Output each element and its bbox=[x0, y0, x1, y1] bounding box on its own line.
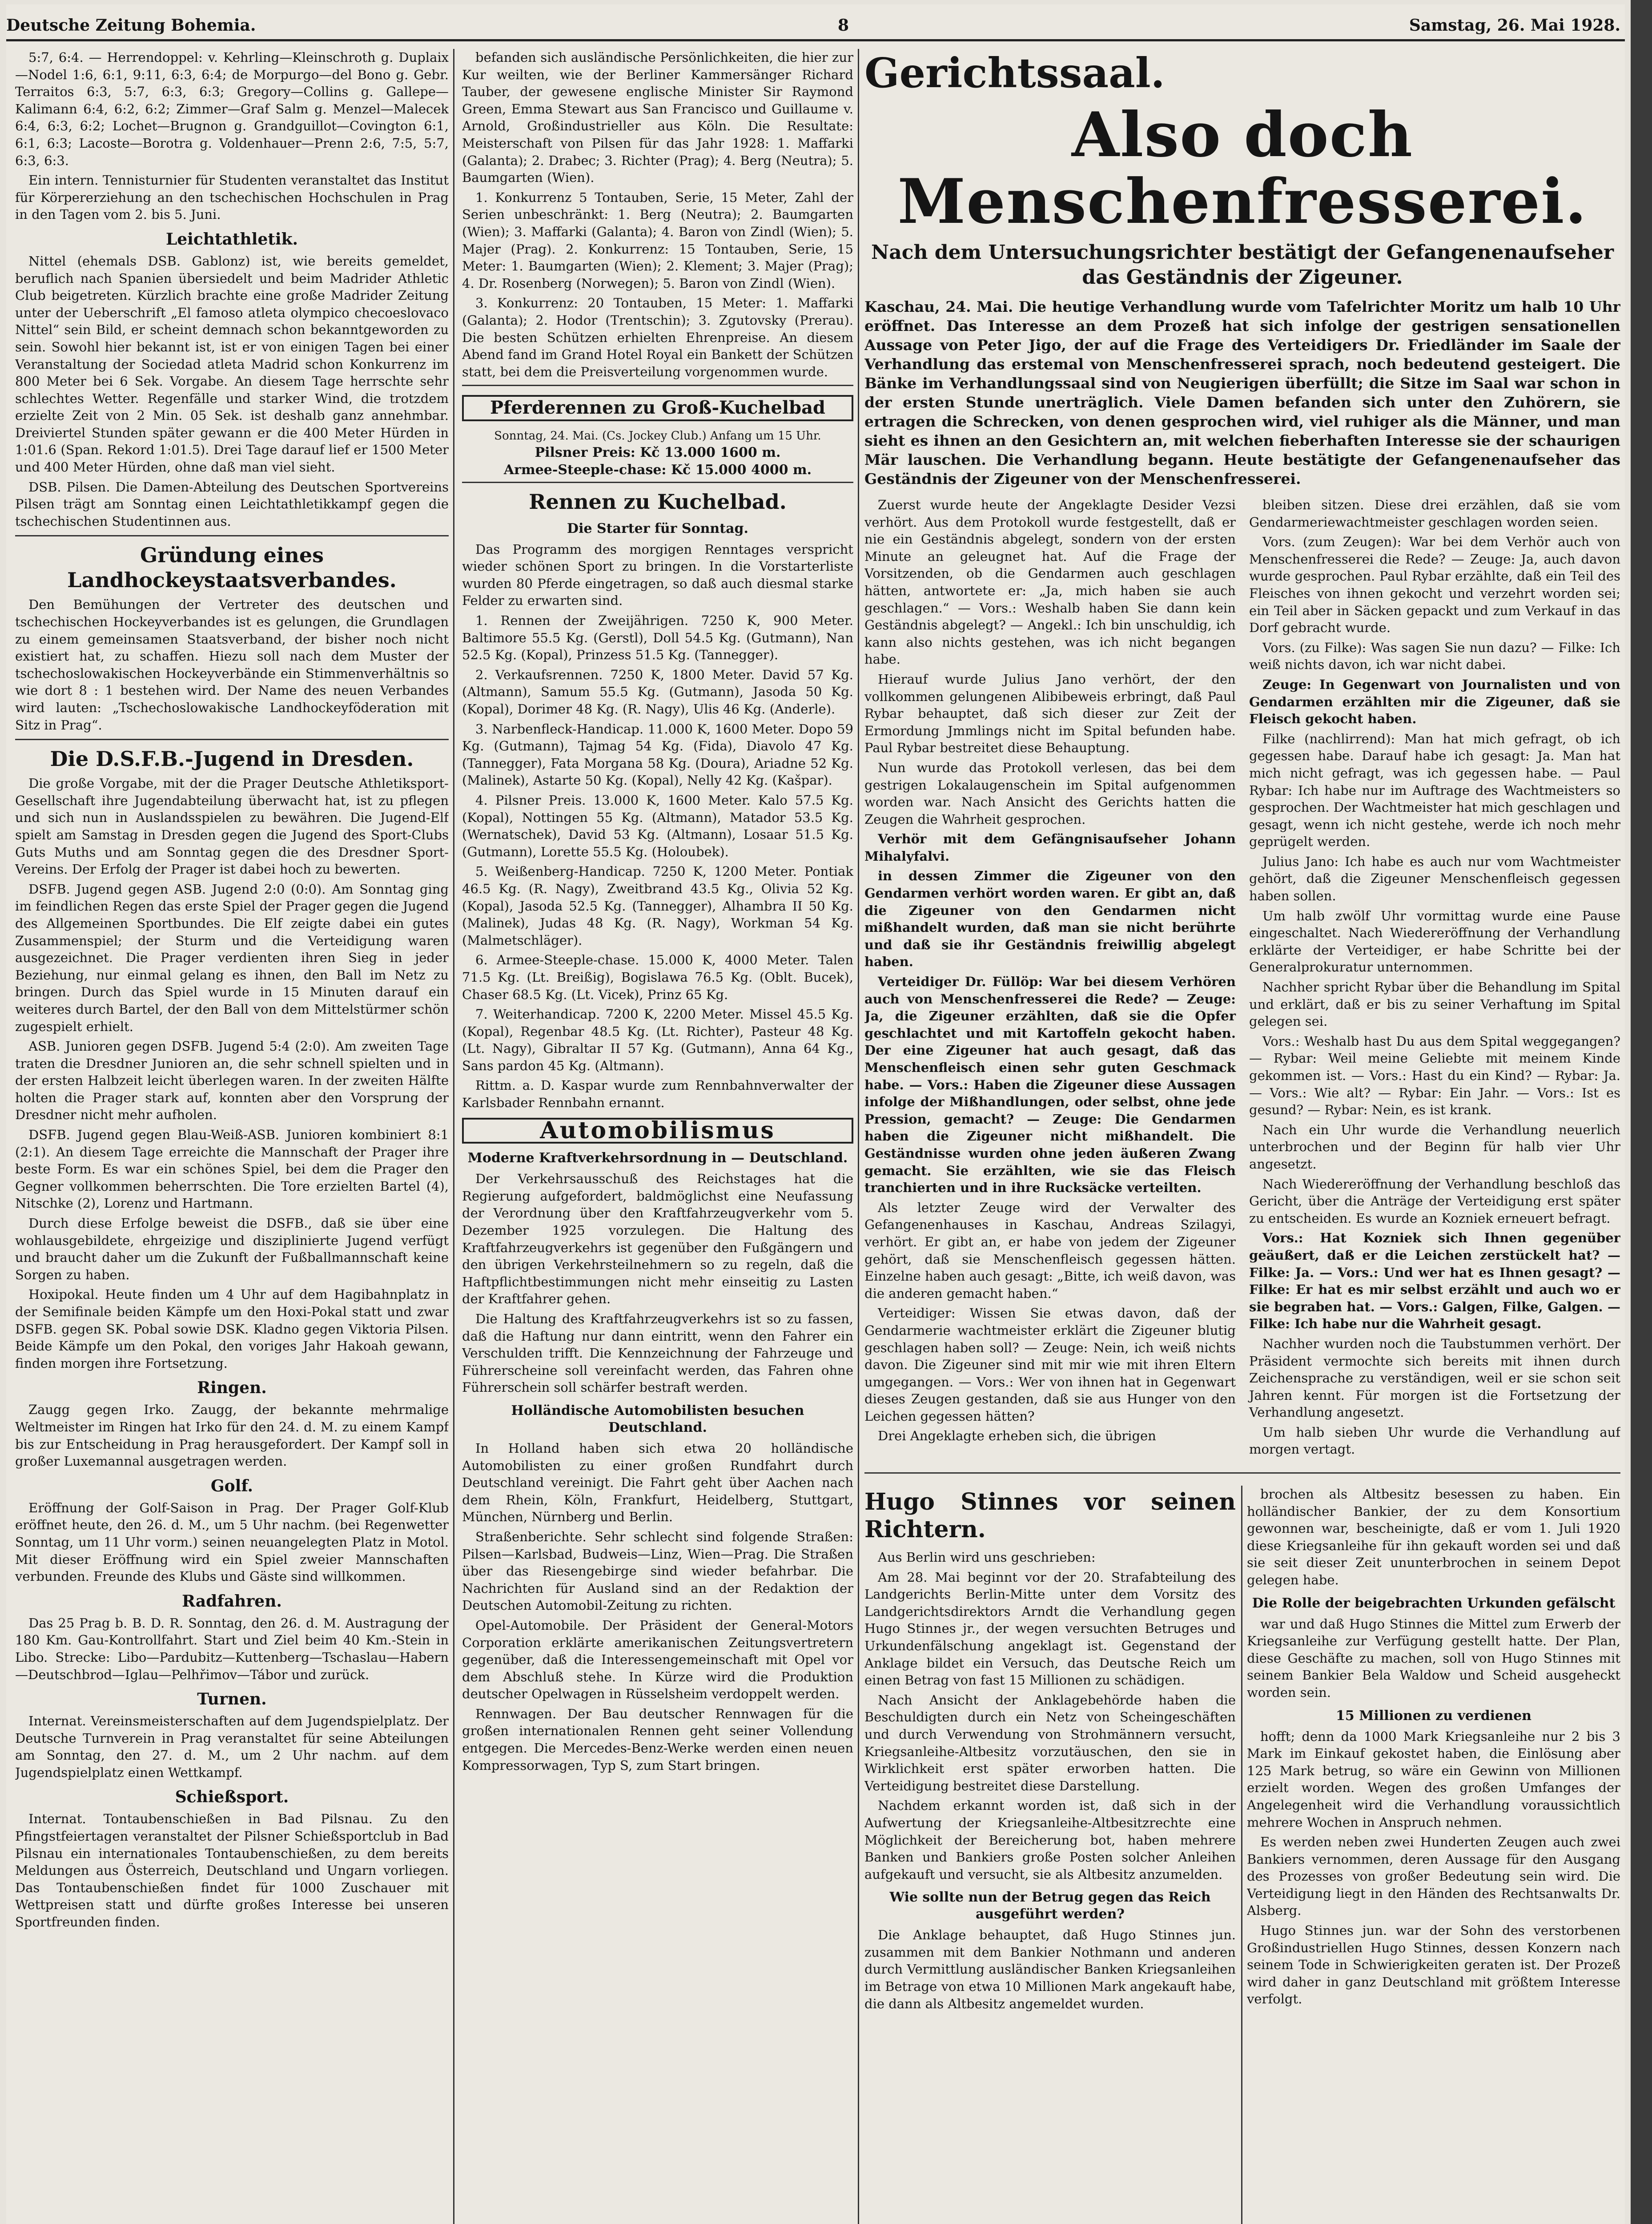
stinnes-paragraph: war und daß Hugo Stinnes die Mittel zum Erwerb der Kriegsanleihe zur Verfügung gestellt hatte. Der Plan, diese Geschäfte zu machen, soll von Hugo Stinnes mit seinem Bankier Bela Waldow und Scheid ausgeheckt worden sein. bbox=[1247, 1616, 1620, 1700]
stinnes-paragraph: hofft; denn da 1000 Mark Kriegsanleihe nur 2 bis 3 Mark im Einkauf gekostet haben, die Einlösung aber 125 Mark betrug, so wäre ein Gewinn von Millionen erzielt worden. Wegen des großen Umfanges der Angelegenheit wird die Verhandlung voraussichtlich mehrere Wochen in Anspruch nehmen. bbox=[1247, 1728, 1620, 1830]
court-paragraph: in dessen Zimmer die Zigeuner von den Gendarmen verhört worden waren. Er gibt an, daß die Zigeuner von den Gendarmen nicht mißhandelt wurden, daß man sie nicht berührte und daß sie ihr Geständnis freiwillig abgelegt haben. bbox=[864, 868, 1236, 970]
section-heading-ringen: Ringen. bbox=[197, 1378, 267, 1398]
divider bbox=[864, 1472, 1620, 1474]
section-heading-athletics: Leichtathletik. bbox=[165, 230, 298, 249]
sports-column bbox=[15, 49, 449, 2224]
hockey-article: Den Bemühungen der Vertreter des deutschen und tschechischen Hockeyverbandes ist es gelungen, die Grundlagen zu einem gemeinsamen Staatsverband, der bisher noch nicht existiert hat, zu schaffen. Hiezu soll nach dem Muster der tschechoslowakischen Hockeyverbände ein Stimmenverhältnis so wie dort 8 : 1 bestehen wird. Der Name des neuen Verbandes wird lauten: „Tschechoslowakische Landhockeyföderation mit Sitz in Prag“. bbox=[15, 597, 449, 733]
athletics-article: Nittel (ehemals DSB. Gablonz) ist, wie bereits gemeldet, beruflich nach Spanien übersiedelt und beim Madrider Athletic Club beigetreten. Kürzlich brachte eine große Madrider Zeitung unter der Ueberschrift „El famoso atleta olympico checoeslovaco Nittel“ sein Bild, er scheint demnach schon bekanntgeworden zu sein. Sowohl hier bekannt ist, ist er von einigen Tagen bei einer Veranstaltung der Sociedad atleta Madrid schon Konkurrenz im 800 Meter bei 6 Sek. Vorgabe. An diesem Tage herrschte sehr schlechtes Wetter. Regenfälle und starker Wind, die trotzdem erzielte Zeit von 2 Min. 05 Sek. ist deshalb ganz annehmbar. Dreiviertel Stunden später gewann er die 400 Meter Hürden in 1:01.6 (Span. Rekord 1:01.5). Drei Tage darauf lief er 1500 Meter und 400 Meter Hürden, ohne daß man viel sieht. bbox=[15, 253, 449, 475]
court-paragraph: Zuerst wurde heute der Angeklagte Desider Vezsi verhört. Aus dem Protokoll wurde festgestellt, daß er nie ein Geständnis abgelegt, sondern von der ersten Minute an geleugnet hat. Auf die Frage der Vorsitzenden, ob die Gendarmen auch geschlagen hätten, antwortete er: „Ja, mich haben sie auch geschlagen.“ — Vors.: Weshalb haben Sie dann kein Geständnis abgelegt? — Angekl.: Ich bin unschuldig, ich kann also nichts gestehen, was ich nicht begangen habe. bbox=[864, 497, 1236, 667]
race-note: Rittm. a. D. Kaspar wurde zum Rennbahnverwalter der Karlsbader Rennbahn ernannt. bbox=[462, 1078, 853, 1111]
tennis-results: 5:7, 6:4. — Herrendoppel: v. Kehrling—Kleinschroth g. Duplaix—Nodel 1:6, 6:1, 9:11, 6:3, 6:4; de Morpurgo—del Bono g. Gebr. Terraitos 6:3, 5:7, 6:3, 6:3; Gregory—Collins g. Gallepe—Kalimann 6:4, 6:2, 6:2; Zimmer—Graf Salm g. Menzel—Malecek 6:4, 6:3, 6:2; Lochet—Brugnon g. Grandguillot—Covington 6:1, 6:1, 6:3; Lacoste—Borotra g. Voldenhauer—Prenn 2:6, 7:5, 5:7, 6:3, 6:3. bbox=[15, 50, 449, 168]
headline-kraftverkehr: Moderne Kraftverkehrsordnung in — Deutschland. bbox=[467, 1150, 848, 1166]
court-subheading: Verhör mit dem Gefängnisaufseher Johann Mihalyfalvi. bbox=[864, 831, 1236, 864]
column-rule bbox=[453, 49, 454, 2224]
court-paragraph: Nachher spricht Rybar über die Behandlung im Spital und erklärt, daß er bis zu seiner Verhaftung im Spital gelegen sei. bbox=[1249, 979, 1620, 1029]
hoxi-pokal: Hoxipokal. Heute finden um 4 Uhr auf dem Hagibahnplatz in der Semifinale beiden Kämpfe um den Hoxi-Pokal statt und zwar DSFB. gegen SK. Pobal sowie DSK. Kladno gegen Viktoria Pilsen. Beide Kämpfe um den Pokal, den voriges Jahr Hakoah gewann, finden morgen ihre Fortsetzung. bbox=[15, 1287, 449, 1371]
court-paragraph: Zeuge: In Gegenwart von Journalisten und von Gendarmen erzählten mir die Zigeuner, daß sie Fleisch gekocht haben. bbox=[1249, 677, 1620, 727]
section-heading-schiesssport: Schießsport. bbox=[175, 1788, 289, 1807]
race-intro: Das Programm des morgigen Renntages verspricht wieder schönen Sport zu bringen. In die Vorstarterliste wurden 80 Pferde eingetragen, so daß auch diesmal starke Felder zu erwarten sind. bbox=[462, 541, 853, 608]
race-4: 4. Pilsner Preis. 13.000 K, 1600 Meter. Kalo 57.5 Kg. (Kopal), Nottingen 55 Kg. (Altmann), Matador 53.5 Kg. (Wernatschek), David 53 Kg. (Altmann), Losaar 51.5 Kg. (Gutmann), Lorette 55.5 Kg. (Holoubek). bbox=[462, 792, 853, 859]
court-paragraph: Julius Jano: Ich habe es auch nur vom Wachtmeister gehört, daß die Zigeuner Menschenfleisch gegessen haben sollen. bbox=[1249, 854, 1620, 904]
divider bbox=[15, 739, 449, 740]
student-tennis-note: Ein intern. Tennisturnier für Studenten veranstaltet das Institut für Körpererziehung an den tschechischen Hochschulen in Prag in den Tagen vom 2. bis 5. Juni. bbox=[15, 173, 449, 222]
dsfb-article: Die große Vorgabe, mit der die Prager Deutsche Athletiksport-Gesellschaft ihre Jugendabteilung überwacht hat, ist zu pflegen und sich nun in Auslandsspielen zu bewähren. Die Jugend-Elf spielt am Samstag in Dresden gegen die Jugend des Sport-Clubs Guts Muths und am Sonntag gegen die des Dresdner Sport-Vereins. Der Erfolg der Prager ist dabei hoch zu bewerten. bbox=[15, 776, 449, 877]
section-heading-gerichtssaal: Gerichtssaal. bbox=[864, 49, 1165, 97]
stinnes-paragraph: Nach Ansicht der Anklagebehörde haben die Beschuldigten durch ein Netz von Scheingeschäften und durch Verwendung von Strohmännern versucht, Kriegsanleihe-Altbesitz vorzutäuschen, den sie in Wirklichkeit erst später erworben hatten. Die Verteidigung bestreitet diese Darstellung. bbox=[864, 1692, 1236, 1793]
shooting-results-2: 1. Konkurrenz 5 Tontauben, Serie, 15 Meter, Zahl der Serien unbeschränkt: 1. Berg (Neutra); 2. Baumgarten (Wien); 3. Maffarki (Galanta); 4. Baron von Zindl (Wien); 5. Majer (Prag). 2. Konkurrenz: 15 Tontauben, Serie, 15 Meter: 1. Baumgarten (Wien); 2. Klement; 3. Majer (Prag); 4. Dr. Rosenberg (Norwegen); 5. Baron von Zindl (Wien). bbox=[462, 189, 853, 291]
divider bbox=[15, 535, 449, 536]
lead-paragraph: Kaschau, 24. Mai. Die heutige Verhandlung wurde vom Tafelrichter Moritz um halb 10 Uhr eröffnet. Das Interesse an dem Prozeß hat sich infolge der gestrigen sensationellen Aussage von Peter Jigo, der auf die Frage des Verteidigers Dr. Friedländer im Saale der Verhandlung das erstemal von Menschenfresserei sprach, noch bedeutend gesteigert. Die Bänke im Verhandlungssaal sind von Neugierigen überfüllt; die Sitze im Saal war schon in der ersten Stunde unerträglich. Viele Damen befanden sich unter den Zuhörern, sie ertragen die Schrecken, von denen gesprochen wird, viel ruhiger als die Männer, und man sieht es ihnen an den Gesichtern an, mit welchen fieberhaften Interesse sie der schaurigen Mär lauschen. Die Verhandlung begann. Heute bestätigte der Gefangenenaufseher das Geständnis der Zigeuner von der Menschenfresserei. bbox=[864, 298, 1620, 488]
race-box bbox=[462, 385, 853, 483]
main-headline: Also doch Menschenfresserei. bbox=[897, 98, 1588, 238]
main-subheadline: Nach dem Untersuchungsrichter bestätigt der Gefangenenaufseher das Geständnis der Zigeuner. bbox=[871, 241, 1614, 289]
newspaper-page bbox=[6, 4, 1625, 2224]
court-paragraph: Nun wurde das Protokoll verlesen, das bei dem gestrigen Lokalaugenschein im Spital aufgenommen worden war. Nach Ansicht des Gerichts hatten die Zeugen die Wahrheit gesprochen. bbox=[864, 760, 1236, 827]
court-paragraph: Vors. (zum Zeugen): War bei dem Verhör auch von Menschenfresserei die Rede? — Zeuge: Ja, auch davon wurde gesprochen. Paul Rybar erzählte, daß ein Teil des Fleisches von ihnen gekocht und verzehrt worden sei; ein Teil aber in Säcken gepackt und zum Verkauf in das Dorf gebracht wurde. bbox=[1249, 534, 1620, 636]
ringen-article: Zaugg gegen Irko. Zaugg, der bekannte mehrmalige Weltmeister im Ringen hat Irko für den 24. d. M. zu einem Kampf bis zur Entscheidung in Prag herausgefordert. Der Kampf soll in großer Luxemannal ausgetragen werden. bbox=[15, 1402, 449, 1469]
court-paragraph: Um halb sieben Uhr wurde die Verhandlung auf morgen vertagt. bbox=[1249, 1424, 1620, 1457]
stinnes-column-right bbox=[1247, 1486, 1620, 2224]
headline-dsfb: Die D.S.F.B.-Jugend in Dresden. bbox=[50, 747, 414, 771]
stinnes-subheading: Wie sollte nun der Betrug gegen das Reich ausgeführt werden? bbox=[889, 1890, 1211, 1922]
court-paragraph: Drei Angeklagte erheben sich, die übrigen bbox=[878, 1428, 1156, 1444]
auto-article-4: Straßenberichte. Sehr schlecht sind folgende Straßen: Pilsen—Karlsbad, Budweis—Linz, Wien—Prag. Die Straßen über das Riesengebirge sind wieder befahrbar. Die Nachrichten für Ausland sind an der Redaktion der Deutschen Automobil-Zeitung zu richten. bbox=[462, 1529, 853, 1613]
auto-article-5: Opel-Automobile. Der Präsident der General-Motors Corporation erklärte amerikanischen Zeitungsvertretern gegenüber, daß die Interessengemeinschaft mit Opel vor dem Abschluß stehe. In Kürze wird die Produktion deutscher Opelwagen in Rüsselsheim verdoppelt werden. bbox=[462, 1617, 853, 1702]
stinnes-paragraph: Hugo Stinnes jun. war der Sohn des verstorbenen Großindustriellen Hugo Stinnes, dessen Konzern nach seinem Tode in Schwierigkeiten geraten ist. Der Prozeß wird daher in ganz Deutschland mit größtem Interesse verfolgt. bbox=[1247, 1923, 1620, 2007]
auto-article-1: Der Verkehrsausschuß des Reichstages hat die Regierung aufgefordert, baldmöglichst eine Neufassung der Verordnung über den Kraftfahrzeugverkehr vom 5. Dezember 1925 vorzulegen. Die Haltung des Kraftfahrzeugverkehrs ist gegenüber den Fußgängern und den übrigen Verkehrsteilnehmern so zu regeln, daß die Haftpflichtbestimmungen nicht mehr einseitig zu Lasten der Kraftfahrer gehen. bbox=[462, 1171, 853, 1307]
auto-article-3: In Holland haben sich etwa 20 holländische Automobilisten zu einer großen Rundfahrt durch Deutschland vereinigt. Die Fahrt geht über Aachen nach dem Rhein, Köln, Frankfurt, Heidelberg, Stuttgart, München, Nürnberg und Berlin. bbox=[462, 1440, 853, 1525]
column-rule bbox=[858, 49, 859, 2224]
dsfb-match-3: DSFB. Jugend gegen Blau-Weiß-ASB. Junioren kombiniert 8:1 (2:1). An diesem Tage erreichte die Mannschaft der Prager ihre beste Form. Es war ein schönes Spiel, bei dem die Prager den Gegner vollkommen beherrschten. Die Tore erzielten Bartel (4), Nitschke (2), Lorenz und Hartmann. bbox=[15, 1127, 449, 1211]
newspaper-name: Deutsche Zeitung Bohemia. bbox=[6, 16, 256, 35]
section-heading-turnen: Turnen. bbox=[197, 1690, 267, 1709]
court-paragraph: Verteidiger Dr. Füllöp: War bei diesem Verhören auch von Menschenfresserei die Rede? — Zeuge: Ja, die Zigeuner erzählten, daß sie die Opfer geschlachtet und mit Kartoffeln gekocht haben. Der eine Zigeuner hat auch gesagt, daß das Menschenfleisch einen sehr guten Geschmack habe. — Vors.: Haben die Zigeuner diese Aussagen infolge der Mißhandlungen, oder selbst, ohne jede Pression, gemacht? — Zeuge: Die Gendarmen haben die Zigeuner nicht mißhandelt. Die Geständnisse wurden ohne jeden äußeren Zwang gemacht. Sie erzählten, wie sie das Fleisch tranchierten und in ihre Rucksäcke verteilten. bbox=[864, 974, 1236, 1196]
section-heading-radfahren: Radfahren. bbox=[182, 1591, 282, 1611]
sports-column-2 bbox=[462, 49, 853, 2224]
court-paragraph: Nach ein Uhr wurde die Verhandlung neuerlich unterbrochen und der Beginn für halb vier Uhr angesetzt. bbox=[1249, 1122, 1620, 1172]
auto-article-6: Rennwagen. Der Bau deutscher Rennwagen für die großen internationalen Rennen geht seiner Vollendung entgegen. Die Mercedes-Benz-Werke werden einen neuen Kompressorwagen, Typ S, zum Start bringen. bbox=[462, 1706, 853, 1773]
athletics-note: DSB. Pilsen. Die Damen-Abteilung des Deutschen Sportvereins Pilsen trägt am Sonntag einen Leichtathletikkampf gegen die tschechischen Studentinnen aus. bbox=[15, 479, 449, 529]
stinnes-paragraph: Am 28. Mai beginnt vor der 20. Strafabteilung des Landgerichts Berlin-Mitte unter dem Vorsitz des Landgerichtsdirektors Arndt die Verhandlung gegen Hugo Stinnes jr., der wegen versuchten Betruges und Urkundenfälschung angeklagt ist. Gegenstand der Anklage bildet ein Versuch, das Deutsche Reich um einen Betrag von fast 15 Millionen zu schädigen. bbox=[864, 1569, 1236, 1688]
dsfb-match-1: DSFB. Jugend gegen ASB. Jugend 2:0 (0:0). Am Sonntag ging im feindlichen Regen das erste Spiel der Prager gegen die Jugend des Allgemeinen Sportbundes. Die Elf zeigte dabei ein gutes Zusammenspiel; der Sturm und die Verteidigung waren ausgezeichnet. Die Prager verdienten ihren Sieg in jeder Beziehung, nur einmal gelang es ihnen, den Ball im Netz zu bringen. Durch das Spiel wurde in 15 Minuten darauf ein weiteres durch Bartel, der den Ball von dem Mittelstürmer schön zugespielt erhielt. bbox=[15, 881, 449, 1034]
court-paragraph: Filke (nachlirrend): Man hat mich gefragt, ob ich gegessen habe. Darauf habe ich gesagt: Ja. Man hat mich nicht gefragt, was ich gegessen habe. — Paul Rybar: Ich habe nur im Auftrage des Wachtmeisters so gesprochen. Der Wachtmeister hat mich geschlagen und gesagt, wenn ich nicht gestehe, werde ich noch mehr geprügelt werden. bbox=[1249, 731, 1620, 850]
race-7: 7. Weiterhandicap. 7200 K, 2200 Meter. Missel 45.5 Kg. (Kopal), Regenbar 48.5 Kg. (Lt. Richter), Pasteur 48 Kg. (Lt. Nagy), Gibraltar II 57 Kg. (Gutmann), Anna 64 Kg., Sans pardon 45 Kg. (Altmann). bbox=[462, 1007, 853, 1073]
race-6: 6. Armee-Steeple-chase. 15.000 K, 4000 Meter. Talen 71.5 Kg. (Lt. Breißig), Bogislawa 76.5 Kg. (Oblt. Bucek), Chaser 68.5 Kg. (Lt. Vicek), Prinz 65 Kg. bbox=[462, 952, 853, 1002]
stinnes-column-left bbox=[864, 1486, 1236, 2224]
headline-holland: Holländische Automobilisten besuchen Deutschland. bbox=[511, 1402, 804, 1435]
dsfb-summary: Durch diese Erfolge beweist die DSFB., daß sie über eine wohlausgebildete, ehrgeizige und disziplinierte Jugend verfügt und braucht daher um die Zukunft der Fußballmannschaft keine Sorgen zu haben. bbox=[15, 1216, 449, 1282]
page-number: 8 bbox=[838, 16, 849, 35]
court-paragraph: Hierauf wurde Julius Jano verhört, der den vollkommen gelungenen Alibibeweis erbringt, daß Paul Rybar behauptet, daß sich dieser zur Zeit der Ermordung Jmmlings nicht im Spital befunden habe. Paul Rybar bestreitet diese Behauptung. bbox=[864, 671, 1236, 756]
golf-article: Eröffnung der Golf-Saison in Prag. Der Prager Golf-Klub eröffnet heute, den 26. d. M., um 5 Uhr nachm. (bei Regenwetter Sonntag, um 11 Uhr vorm.) seinen neuangelegten Platz in Motol. Mit dieser Eröffnung wird ein Spiel zweier Mannschaften verbunden. Freunde des Klubs und Gäste sind willkommen. bbox=[15, 1500, 449, 1584]
race-box-line: Armee-Steeple-chase: Kč 15.000 4000 m. bbox=[503, 462, 812, 478]
court-paragraph: Als letzter Zeuge wird der Verwalter des Gefangenenhauses in Kaschau, Andreas Szilagyi, verhört. Er gibt an, er habe von jedem der Zigeuner gehört, daß sie Menschenfleisch gegessen hätten. Einzelne haben auch gesagt: „Bitte, ich weiß davon, was die anderen gemacht haben.“ bbox=[864, 1200, 1236, 1301]
headline-stinnes: Hugo Stinnes vor seinen Richtern. bbox=[864, 1488, 1236, 1543]
shooting-results: befanden sich ausländische Persönlichkeiten, die hier zur Kur weilten, wie der Berliner Kammersänger Richard Tauber, der gewesene englische Minister Sir Raymond Green, Emma Stewart aus San Francisco und Guillaume v. Arnold, Großindustrieller aus Köln. Die Resultate: Meisterschaft von Pilsen für das Jahr 1928: 1. Maffarki (Galanta); 2. Drabec; 3. Richter (Prag); 4. Berg (Neutra); 5. Baumgarten (Wien). bbox=[462, 50, 853, 185]
race-5: 5. Weißenberg-Handicap. 7250 K, 1200 Meter. Pontiak 46.5 Kg. (R. Nagy), Zweitbrand 43.5 Kg., Olivia 52 Kg. (Kopal), Jasoda 52.5 Kg. (Tannegger), Alhambra II 50 Kg. (Malinek), Judas 48 Kg. (R. Nagy), Workman 54 Kg. (Malmetschläger). bbox=[462, 864, 853, 948]
section-heading-golf: Golf. bbox=[210, 1476, 253, 1495]
court-paragraph: Verteidiger: Wissen Sie etwas davon, daß der Gendarmerie wachtmeister erklärt die Zigeuner blutig geschlagen haben soll? — Zeuge: Nein, ich weiß nichts davon. Die Zigeuner sind mit mir wie mit ihren Eltern umgegangen. — Vors.: Wer von ihnen hat in Gegenwart dieses Zeugen gestanden, daß sie aus Hunger von den Leichen gegessen hätten? bbox=[864, 1305, 1236, 1424]
court-paragraph: Vors. (zu Filke): Was sagen Sie nun dazu? — Filke: Ich weiß nichts davon, ich war nicht dabei. bbox=[1249, 640, 1620, 673]
stinnes-paragraph: Aus Berlin wird uns geschrieben: bbox=[878, 1550, 1096, 1565]
race-box-line: Pilsner Preis: Kč 13.000 1600 m. bbox=[535, 445, 781, 461]
stinnes-subheading: Die Rolle der beigebrachten Urkunden gefälscht bbox=[1252, 1595, 1616, 1611]
race-2: 2. Verkaufsrennen. 7250 K, 1800 Meter. David 57 Kg. (Altmann), Samum 55.5 Kg. (Gutmann), Jasoda 50 Kg. (Kopal), Dorimer 48 Kg. (R. Nagy), Ulis 46 Kg. (Anderle). bbox=[462, 667, 853, 717]
court-article-body bbox=[864, 496, 1620, 1458]
headline-hockey: Gründung eines Landhockeystaatsverbandes. bbox=[67, 543, 397, 592]
court-paragraph: Vors.: Weshalb hast Du aus dem Spital weggegangen? — Rybar: Weil meine Geliebte mit meinem Kinde gekommen ist. — Vors.: Hast du ein Kind? — Rybar: Ja. — Vors.: Wie alt? — Rybar: Ein Jahr. — Vors.: Ist es gesund? — Rybar: Nein, es ist krank. bbox=[1249, 1033, 1620, 1118]
shooting-results-3: 3. Konkurrenz: 20 Tontauben, 15 Meter: 1. Maffarki (Galanta); 2. Hodor (Trentschin); 3. Zgutovsky (Prerau). Die besten Schützen erhielten Ehrenpreise. An diesem Abend fand im Grand Hotel Royal ein Bankett der Schützen statt, bei dem die Preisverteilung vorgenommen wurde. bbox=[462, 295, 853, 379]
court-paragraph: bleiben sitzen. Diese drei erzählen, daß sie vom Gendarmeriewachtmeister geschlagen worden seien. bbox=[1249, 497, 1620, 530]
stinnes-paragraph: brochen als Altbesitz besessen zu haben. Ein holländischer Bankier, der zu dem Konsortium gewonnen war, bescheinigte, daß er vom 1. Juli 1920 diese Kriegsanleihe für ihn gekauft worden sei und daß sie seit dieser Zeit ununterbrochen in seinem Depot gelegen habe. bbox=[1247, 1487, 1620, 1587]
race-box-line: Sonntag, 24. Mai. (Cs. Jockey Club.) Anfang um 15 Uhr. bbox=[494, 429, 821, 443]
stinnes-paragraph: Nachdem erkannt worden ist, daß sich in der Aufwertung der Kriegsanleihe-Altbesitzrechte eine Möglichkeit der Bereicherung bot, haben mehrere Banken und Bankiers große Posten solcher Anleihen aufgekauft und versucht, sie als Altbesitz anzumelden. bbox=[864, 1798, 1236, 1882]
column-rule bbox=[1241, 1486, 1242, 2224]
stinnes-paragraph: Es werden neben zwei Hunderten Zeugen auch zwei Bankiers vernommen, deren Aussage für den Ausgang des Prozesses von großer Bedeutung sein wird. Die Verteidigung liegt in den Händen des Rechtsanwalts Dr. Alsberg. bbox=[1247, 1834, 1620, 1918]
court-paragraph: Nach Wiedereröffnung der Verhandlung beschloß das Gericht, über die Anträge der Verteidigung erst später zu entscheiden. Es wurde an Kozniek erneuert befragt. bbox=[1249, 1176, 1620, 1226]
court-paragraph: Um halb zwölf Uhr vormittag wurde eine Pause eingeschaltet. Nach Wiedereröffnung der Verhandlung erklärte der Verteidiger, er habe Schritte bei der Generalprokuratur unternommen. bbox=[1249, 908, 1620, 975]
court-section bbox=[864, 49, 1620, 1490]
stinnes-paragraph: Die Anklage behauptet, daß Hugo Stinnes jun. zusammen mit dem Bankier Nothmann und anderen durch Vermittlung ausländischer Banken Kriegsanleihen im Betrage von etwa 10 Millionen Mark angekauft habe, die dann als Altbesitz angemeldet wurden. bbox=[864, 1927, 1236, 2011]
headline-kuchelbad: Rennen zu Kuchelbad. bbox=[529, 489, 787, 514]
stinnes-subheading: 15 Millionen zu verdienen bbox=[1336, 1708, 1531, 1724]
auto-article-2: Die Haltung des Kraftfahrzeugverkehrs ist so zu fassen, daß die Haftung nur dann eintritt, wenn den Fahrer ein Verschulden trifft. Die Kennzeichnung der Fahrzeuge und Führerscheine soll vereinfacht werden, das Fahren ohne Führerschein soll schärfer bestraft werden. bbox=[462, 1311, 853, 1395]
subheading-starter: Die Starter für Sonntag. bbox=[567, 520, 748, 536]
turnen-article: Internat. Vereinsmeisterschaften auf dem Jugendspielplatz. Der Deutsche Turnverein in Prag veranstaltet für seine Abteilungen am Sonntag, den 27. d. M., um 2 Uhr nachm. auf dem Jugendspielplatz einen Wettkampf. bbox=[15, 1713, 449, 1780]
dsfb-match-2: ASB. Junioren gegen DSFB. Jugend 5:4 (2:0). Am zweiten Tage traten die Dresdner Junioren an, die sehr schnell spielten und in der ersten Halbzeit leicht überlegen waren. In der zweiten Hälfte holten die Prager stark auf, konnten aber den Vorsprung der Dresdner nicht mehr aufholen. bbox=[15, 1039, 449, 1123]
court-paragraph: Vors.: Hat Kozniek sich Ihnen gegenüber geäußert, daß er die Leichen zerstückelt hat? — Filke: Ja. — Vors.: Und wer hat es Ihnen gesagt? — Filke: Er hat es mir selbst erzählt und auch wo er sie begraben hat. — Vors.: Galgen, Filke, Galgen. — Filke: Ich habe nur die Wahrheit gesagt. bbox=[1249, 1230, 1620, 1332]
section-heading-automobilismus: Automobilismus bbox=[462, 1118, 853, 1144]
race-1: 1. Rennen der Zweijährigen. 7250 K, 900 Meter. Baltimore 55.5 Kg. (Gerstl), Doll 54.5 Kg. (Gutmann), Nan 52.5 Kg. (Kopal), Prinzess 51.5 Kg. (Tannegger). bbox=[462, 613, 853, 663]
radfahren-article: Das 25 Prag b. B. D. R. Sonntag, den 26. d. M. Austragung der 180 Km. Gau-Kontrollfahrt. Start und Ziel beim 40 Km.-Stein in Libo. Strecke: Libo—Pardubitz—Kuttenberg—Tschaslau—Habern—Deutschbrod—Iglau—Pelhřimov—Tábor und zurück. bbox=[15, 1615, 449, 1682]
issue-date: Samstag, 26. Mai 1928. bbox=[1409, 16, 1620, 35]
page-binding-edge bbox=[1631, 0, 1652, 2224]
page-header bbox=[6, 12, 1625, 41]
race-box-title: Pferderennen zu Groß-Kuchelbad bbox=[462, 395, 853, 421]
race-3: 3. Narbenfleck-Handicap. 11.000 K, 1600 Meter. Dopo 59 Kg. (Gutmann), Tajmag 54 Kg. (Fida), Diavolo 47 Kg. (Tannegger), Fata Morgana 58 Kg. (Doura), Ariadne 52 Kg. (Malinek), Astarte 50 Kg. (Kopal), Nelly 42 Kg. (Kašpar). bbox=[462, 721, 853, 788]
schiesssport-article: Internat. Tontaubenschießen in Bad Pilsnau. Zu den Pfingstfeiertagen veranstaltet der Pilsner Schießsportclub in Bad Pilsnau ein internationales Tontaubenschießen, zu dem bereits Meldungen aus Österreich, Deutschland und Ungarn vorliegen. Das Tontaubenschießen findet für 1000 Zuschauer mit Wettpreisen statt und dürfte großes Interesse bei unseren Sportfreunden finden. bbox=[15, 1811, 449, 1930]
court-paragraph: Nachher wurden noch die Taubstummen verhört. Der Präsident vermochte sich bereits mit ihnen durch Zeichensprache zu verständigen, weil er sie schon seit Jahren kennt. Für morgen ist die Fortsetzung der Verhandlung angesetzt. bbox=[1249, 1336, 1620, 1420]
